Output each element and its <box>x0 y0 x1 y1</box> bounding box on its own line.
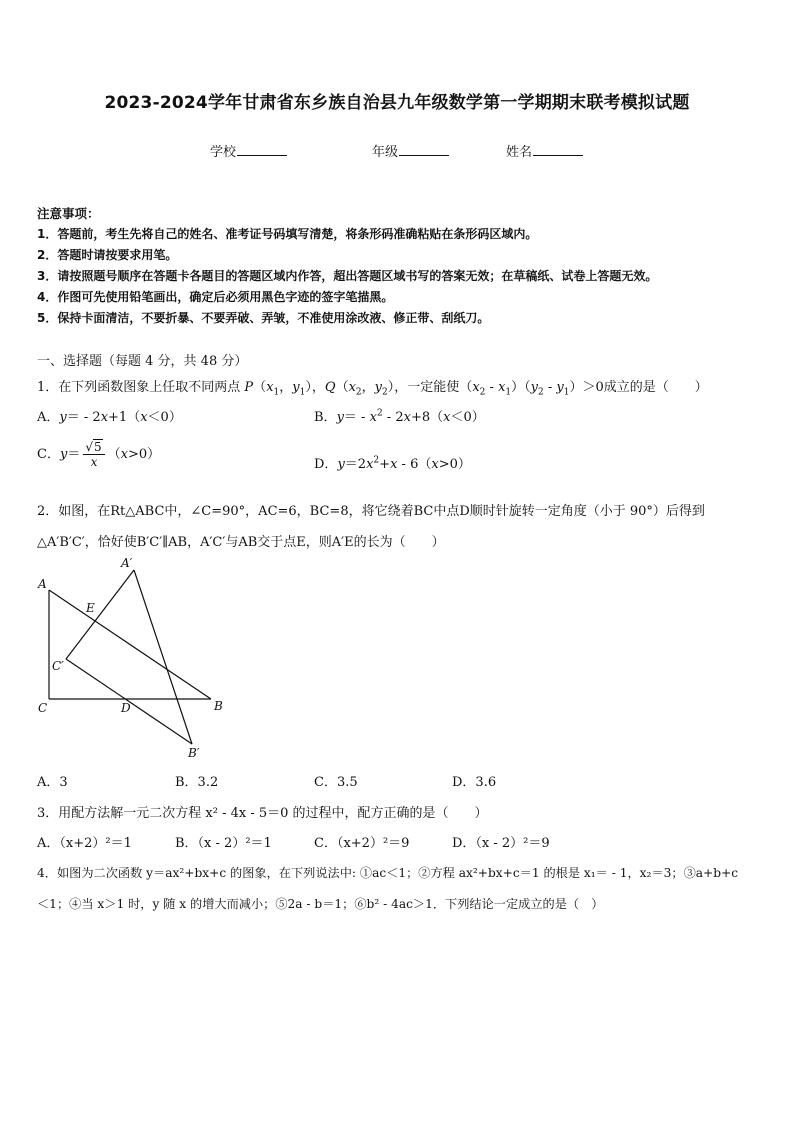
notice-item-5: 5．保持卡面清洁，不要折暴、不要弄破、弄皱，不准使用涂改液、修正带、刮纸刀。 <box>37 311 490 325</box>
q1-stem-c: 成立的是（ ） <box>603 380 708 395</box>
label-e: E <box>86 601 95 615</box>
q1-option-b: B．$y= - x^2 - 2x+8(x<0)$ <box>314 408 485 425</box>
question-2-line-1: 2．如图，在Rt△ABC中，∠C=90°，AC=6，BC=8，将它绕着BC中点D顺时针旋转一定角度（小于 90°）后得到 <box>37 504 705 519</box>
fraction-sqrt5-over-x: $\frac{√5}{x}$ <box>83 440 104 469</box>
school-label: 学校 <box>210 145 237 160</box>
question-1-stem <box>37 376 708 398</box>
q3-option-d: D．（x - 2）²＝9 <box>452 836 550 851</box>
question-3-stem: 3．用配方法解一元二次方程 x² - 4x - 5＝0 的过程中，配方正确的是（ ） <box>37 806 488 821</box>
notice-item-1: 1．答题前，考生先将自己的姓名、准考证号码填写清楚，将条形码准确粘贴在条形码区域内。 <box>37 227 538 241</box>
q1-points: $P(x_1$，$y_1$），$Q(x_2$，$y_2$） <box>244 380 395 398</box>
q3-option-b: B．（x - 2）²＝1 <box>175 836 272 851</box>
label-b-prime: B′ <box>188 746 200 760</box>
segment-ab <box>49 590 211 699</box>
name-label: 姓名 <box>506 145 533 160</box>
grade-label: 年级 <box>372 145 399 160</box>
label-a: A <box>38 577 47 591</box>
exam-title: 2023-2024学年甘肃省东乡族自治县九年级数学第一学期期末联考模拟试题 <box>104 93 690 113</box>
q1-option-a: A．y＝ - 2x+1（x＜0） <box>37 410 182 425</box>
segment-a1c1 <box>66 570 134 659</box>
q1-condition: $(x_2 - x_1)(y_2 - y_1)>0$ <box>459 380 604 398</box>
school-blank <box>237 143 287 156</box>
q1-stem-a: 1．在下列函数图象上任取不同两点 <box>37 380 241 395</box>
grade-blank <box>399 143 449 156</box>
school-field <box>210 141 287 160</box>
question-4-line-1: 4．如图为二次函数 y＝ax²+bx+c 的图象，在下列说法中: ①ac＜1；②方程 ax²+bx+c＝1 的根是 x₁＝ - 1，x₂＝3；③a+b+c <box>37 866 739 880</box>
q1-option-c: C．y＝ $\frac{√5}{x}$ （x>0） <box>37 440 161 469</box>
section-title: 一、选择题（每题 4 分，共 48 分） <box>37 354 248 369</box>
q2-option-a: A．3 <box>37 775 68 790</box>
q2-option-b: B．3.2 <box>175 775 219 790</box>
question-4-line-2: ＜1；④当 x＞1 时，y 随 x 的增大而减小；⑤2a - b＝1；⑥b² - 4ac＞1．下列结论一定成立的是（ ） <box>37 897 604 911</box>
label-c: C <box>38 701 48 715</box>
segment-a1b1 <box>134 570 192 744</box>
notice-title: 注意事项： <box>37 206 100 221</box>
label-c-prime: C′ <box>52 659 64 673</box>
name-blank <box>533 143 583 156</box>
question-2-line-2: △A′B′C′，恰好使B′C′∥AB，A′C′与AB交于点E，则A′E的长为（ ） <box>37 535 445 550</box>
q1-stem-b: ，一定能使 <box>394 380 460 395</box>
q2-triangle-figure <box>30 552 230 762</box>
q3-option-a: A．（x+2）²＝1 <box>37 836 132 851</box>
grade-field <box>372 141 449 160</box>
label-a-prime: A′ <box>121 556 133 570</box>
name-field <box>506 141 583 160</box>
q1-option-d: D．$y=2x^2+x - 6(x>0)$ <box>314 455 471 472</box>
label-d: D <box>121 701 131 715</box>
q2-option-d: D．3.6 <box>452 775 497 790</box>
notice-item-4: 4．作图可先使用铅笔画出，确定后必须用黑色字迹的签字笔描黑。 <box>37 290 394 304</box>
q2-option-c: C．3.5 <box>314 775 358 790</box>
notice-item-2: 2．答题时请按要求用笔。 <box>37 248 178 262</box>
notice-item-3: 3．请按照题号顺序在答题卡各题目的答题区域内作答，超出答题区域书写的答案无效；在草稿纸、试卷上答题无效。 <box>37 269 658 283</box>
q3-option-c: C．（x+2）²＝9 <box>314 836 410 851</box>
label-b: B <box>214 699 223 713</box>
